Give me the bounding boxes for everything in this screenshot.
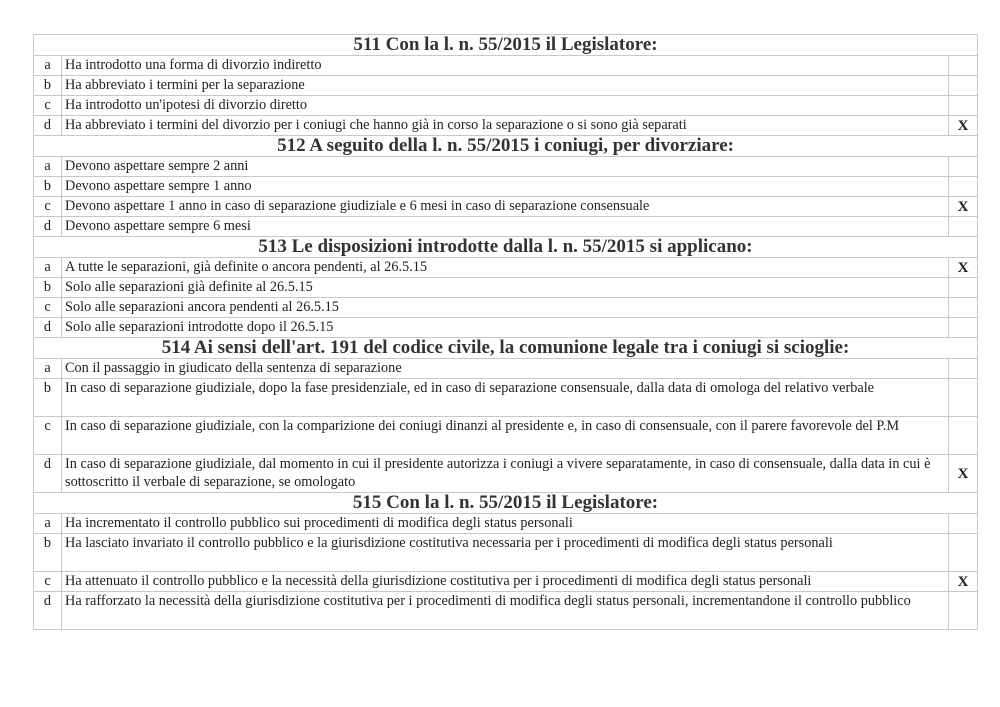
answer-mark	[949, 157, 978, 177]
answer-text: In caso di separazione giudiziale, dopo la fase presidenziale, ed in caso di separazione consensuale, dalla data di omologa del relativo verbale	[62, 379, 949, 417]
answer-text: Solo alle separazioni ancora pendenti al 26.5.15	[62, 298, 949, 318]
answer-row	[34, 417, 978, 455]
answer-letter: b	[34, 379, 62, 417]
question-title: 512 A seguito della l. n. 55/2015 i coniugi, per divorziare:	[34, 136, 978, 157]
answer-mark	[949, 359, 978, 379]
answer-letter: c	[34, 417, 62, 455]
answer-text: Solo alle separazioni introdotte dopo il 26.5.15	[62, 318, 949, 338]
answer-mark	[949, 76, 978, 96]
answer-text: Solo alle separazioni già definite al 26.5.15	[62, 278, 949, 298]
answer-mark	[949, 298, 978, 318]
answer-letter: c	[34, 197, 62, 217]
question-header-row	[34, 237, 978, 258]
answer-letter: a	[34, 514, 62, 534]
answer-mark	[949, 56, 978, 76]
answer-mark	[949, 514, 978, 534]
answer-mark: X	[949, 572, 978, 592]
answer-row	[34, 96, 978, 116]
answer-row	[34, 157, 978, 177]
answer-letter: c	[34, 572, 62, 592]
question-title: 511 Con la l. n. 55/2015 il Legislatore:	[34, 35, 978, 56]
answer-mark	[949, 534, 978, 572]
question-header-row	[34, 338, 978, 359]
answer-row	[34, 359, 978, 379]
answer-text: In caso di separazione giudiziale, con la comparizione dei coniugi dinanzi al presidente e, in caso di consensuale, con il parere favorevole del P.M	[62, 417, 949, 455]
question-header-row	[34, 35, 978, 56]
answer-text: Con il passaggio in giudicato della sentenza di separazione	[62, 359, 949, 379]
answer-letter: c	[34, 96, 62, 116]
question-title: 513 Le disposizioni introdotte dalla l. n. 55/2015 si applicano:	[34, 237, 978, 258]
answer-mark	[949, 318, 978, 338]
answer-mark	[949, 278, 978, 298]
answer-text: Devono aspettare sempre 2 anni	[62, 157, 949, 177]
answer-letter: d	[34, 592, 62, 630]
question-title: 515 Con la l. n. 55/2015 il Legislatore:	[34, 493, 978, 514]
answer-row	[34, 534, 978, 572]
answer-row	[34, 278, 978, 298]
answer-mark	[949, 592, 978, 630]
answer-text: A tutte le separazioni, già definite o ancora pendenti, al 26.5.15	[62, 258, 949, 278]
quiz-sheet	[33, 34, 977, 630]
answer-text: Ha rafforzato la necessità della giurisdizione costitutiva per i procedimenti di modifica degli status personali, incrementandone il controllo pubblico	[62, 592, 949, 630]
answer-mark: X	[949, 455, 978, 493]
answer-row	[34, 217, 978, 237]
answer-row	[34, 197, 978, 217]
answer-row	[34, 572, 978, 592]
answer-mark	[949, 177, 978, 197]
answer-text: In caso di separazione giudiziale, dal momento in cui il presidente autorizza i coniugi a vivere separatamente, in caso di consensuale, dalla data in cui è sottoscritto il verbale di separazione, se omologato	[62, 455, 949, 493]
answer-letter: b	[34, 534, 62, 572]
answer-letter: a	[34, 258, 62, 278]
answer-row	[34, 318, 978, 338]
answer-text: Devono aspettare sempre 6 mesi	[62, 217, 949, 237]
answer-mark: X	[949, 116, 978, 136]
answer-mark: X	[949, 258, 978, 278]
answer-letter: b	[34, 76, 62, 96]
answer-mark	[949, 217, 978, 237]
quiz-table	[33, 34, 978, 630]
answer-letter: a	[34, 359, 62, 379]
answer-row	[34, 76, 978, 96]
answer-mark	[949, 96, 978, 116]
answer-row	[34, 56, 978, 76]
answer-letter: d	[34, 116, 62, 136]
answer-text: Ha introdotto una forma di divorzio indiretto	[62, 56, 949, 76]
answer-letter: a	[34, 56, 62, 76]
answer-text: Ha lasciato invariato il controllo pubblico e la giurisdizione costitutiva necessaria per i procedimenti di modifica degli status personali	[62, 534, 949, 572]
answer-text: Ha abbreviato i termini per la separazione	[62, 76, 949, 96]
answer-mark: X	[949, 197, 978, 217]
answer-row	[34, 592, 978, 630]
answer-letter: c	[34, 298, 62, 318]
answer-row	[34, 116, 978, 136]
answer-letter: b	[34, 177, 62, 197]
question-header-row	[34, 493, 978, 514]
answer-text: Ha introdotto un'ipotesi di divorzio diretto	[62, 96, 949, 116]
answer-letter: d	[34, 455, 62, 493]
answer-text: Devono aspettare 1 anno in caso di separazione giudiziale e 6 mesi in caso di separazione consensuale	[62, 197, 949, 217]
question-header-row	[34, 136, 978, 157]
answer-text: Devono aspettare sempre 1 anno	[62, 177, 949, 197]
answer-text: Ha abbreviato i termini del divorzio per i coniugi che hanno già in corso la separazione o si sono già separati	[62, 116, 949, 136]
answer-mark	[949, 379, 978, 417]
answer-text: Ha attenuato il controllo pubblico e la necessità della giurisdizione costitutiva per i procedimenti di modifica degli status personali	[62, 572, 949, 592]
answer-letter: b	[34, 278, 62, 298]
answer-letter: d	[34, 318, 62, 338]
answer-letter: a	[34, 157, 62, 177]
answer-row	[34, 379, 978, 417]
answer-row	[34, 514, 978, 534]
answer-letter: d	[34, 217, 62, 237]
question-title: 514 Ai sensi dell'art. 191 del codice civile, la comunione legale tra i coniugi si scioglie:	[34, 338, 978, 359]
answer-mark	[949, 417, 978, 455]
answer-row	[34, 455, 978, 493]
answer-row	[34, 177, 978, 197]
answer-text: Ha incrementato il controllo pubblico sui procedimenti di modifica degli status personali	[62, 514, 949, 534]
answer-row	[34, 258, 978, 278]
answer-row	[34, 298, 978, 318]
